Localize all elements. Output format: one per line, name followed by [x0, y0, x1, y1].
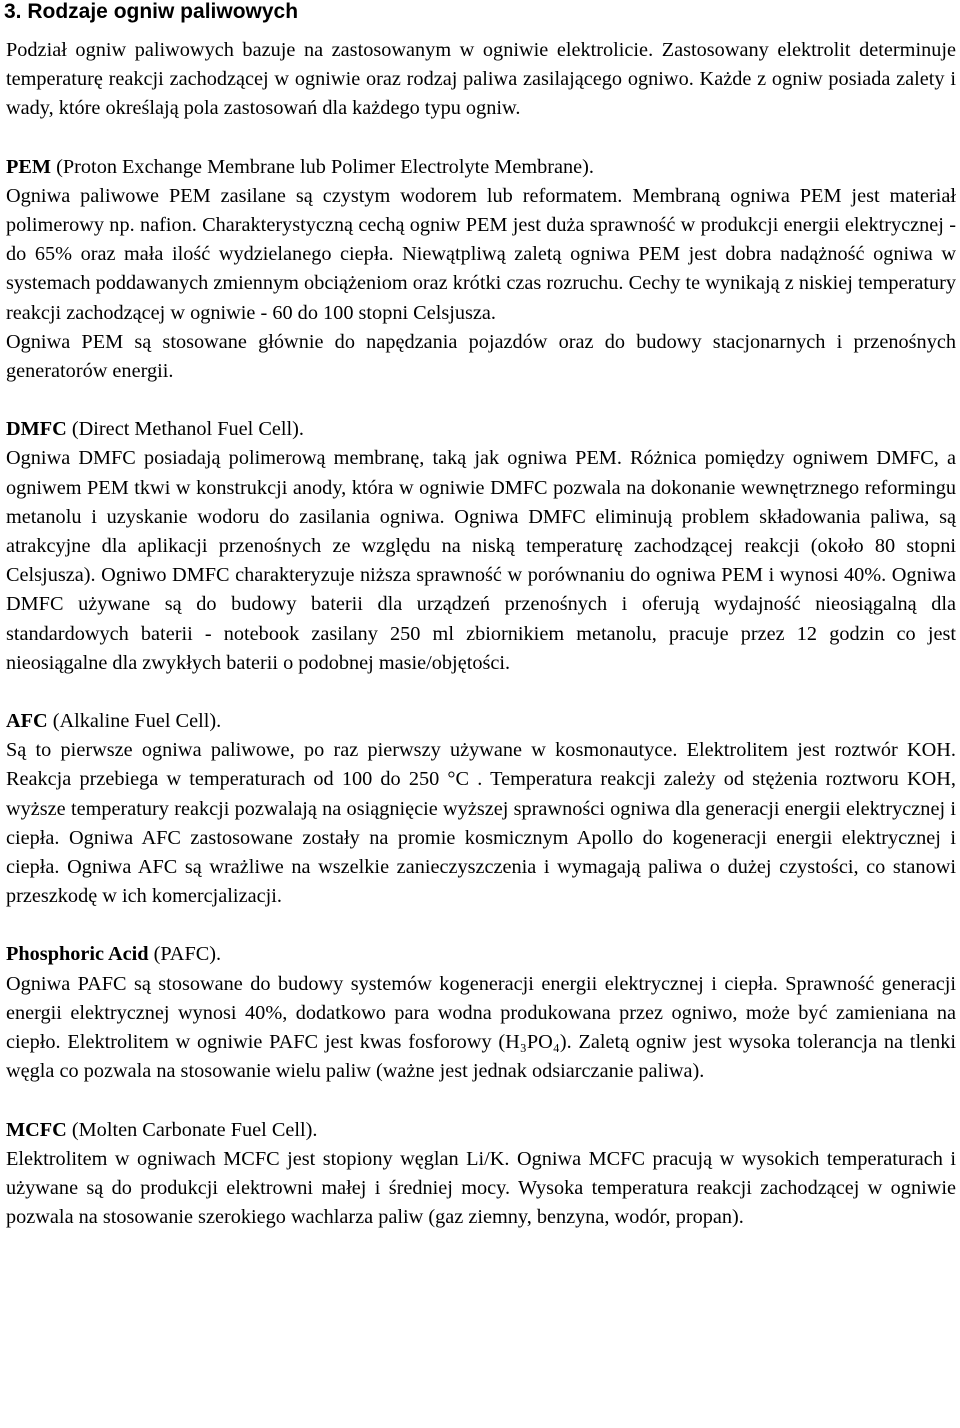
afc-term: AFC — [6, 710, 48, 733]
dmfc-section — [6, 415, 956, 678]
afc-section — [6, 707, 956, 911]
mcfc-paragraph: Elektrolitem w ogniwach MCFC jest stopiony węglan Li/K. Ogniwa MCFC pracują w wysokich temperaturach i używane są do produkcji elektrowni małej i średniej mocy. Wysoka temperatura reakcji zachodzącej w ogniwie pozwala na stosowanie szerokiego wachlarza paliw (gaz ziemny, benzyna, wodór, propan). — [6, 1147, 956, 1229]
afc-title — [6, 707, 956, 736]
dmfc-paragraph: Ogniwa DMFC posiadają polimerową membranę, taką jak ogniwa PEM. Różnica pomiędzy ogniwem DMFC, a ogniwem PEM tkwi w konstrukcji anody, która w ogniwie DMFC pozwala na dokonanie wewnętrznego reformingu metanolu i uzyskanie wodoru do zasilania ogniwa. Ogniwa DMFC eliminują problem składowania paliwa, są atrakcyjne dla aplikacji przenośnych ze względu na niską temperaturę zachodzącej reakcji (około 80 stopni Celsjusza). Ogniwo DMFC charakteryzuje niższa sprawność w porównaniu do ogniwa PEM i wynosi 40%. Ogniwa DMFC używane są do budowy baterii dla urządzeń przenośnych i oferują wydajność nieosiągalną dla standardowych baterii - notebook zasilany 250 ml zbiornikiem metanolu, pracuje przez 12 godzin co jest nieosiągalne dla zwykłych baterii o podobnej masie/objętości. — [6, 447, 956, 674]
mcfc-term-description: (Molten Carbonate Fuel Cell). — [66, 1118, 318, 1141]
pem-term: PEM — [6, 155, 52, 178]
intro-paragraph: Podział ogniw paliwowych bazuje na zastosowanym w ogniwie elektrolicie. Zastosowany elektrolit determinuje temperaturę reakcji zachodzącej w ogniwie oraz rodzaj paliwa zasilającego ogniwo. Każde z ogniw posiada zalety i wady, które określają pola zastosowań dla każdego typu ogniw. — [6, 39, 956, 120]
pafc-paragraph: Ogniwa PAFC są stosowane do budowy systemów kogeneracji energii elektrycznej i ciepła. Sprawność generacji energii elektrycznej wynosi 40%, dodatkowo para wodna produkowana przez ogniwo, może być zamieniana na ciepło. Elektrolitem w ogniwie PAFC jest kwas fosforowy (H₃PO₄). Zaletą ogniw jest wysoka tolerancja na tlenki węgla co pozwala na stosowanie wielu paliw (ważne jest jednak odsiarczanie paliwa). — [6, 972, 956, 1083]
intro-section — [6, 36, 956, 124]
pem-paragraph-1: Ogniwa paliwowe PEM zasilane są czystym wodorem lub reformatem. Membraną ogniwa PEM jest materiał polimerowy np. nafion. Charakterystyczną cechą ogniw PEM jest duża sprawność w produkcji energii elektrycznej - do 65% oraz mała ilość wydzielanego ciepła. Niewątpliwą zaletą ogniwa PEM jest dobra nadążność ogniwa w systemach poddawanych zmiennym obciążeniom oraz krótki czas rozruchu. Cechy te wynikają z niskiej temperatury reakcji zachodzącej w ogniwie - 60 do 100 stopni Celsjusza. — [6, 184, 956, 324]
pem-section — [6, 153, 956, 387]
document-page — [6, 0, 956, 1261]
afc-term-description: (Alkaline Fuel Cell). — [47, 710, 222, 733]
section-heading: 3. Rodzaje ogniw paliwowych — [4, 0, 299, 23]
afc-paragraph: Są to pierwsze ogniwa paliwowe, po raz pierwszy używane w kosmonautyce. Elektrolitem jest roztwór KOH. Reakcja przebiega w temperaturach od 100 do 250 °C . Temperatura reakcji zależy od stężenia roztworu KOH, wyższe temperatury reakcji pozwalają na osiągnięcie wyższej sprawności ogniwa dla generacji energii elektrycznej i ciepła. Ogniwa AFC zastosowane zostały na promie kosmicznym Apollo do kogeneracji energii elektrycznej i ciepła. Ogniwa AFC są wrażliwe na wszelkie zanieczyszczenia i wymagają paliwa o dużej czystości, co stanowi przeszkodę w ich komercjalizacji. — [6, 739, 956, 908]
pem-title — [6, 153, 956, 182]
pafc-term: Phosphoric Acid — [6, 943, 149, 966]
mcfc-title — [6, 1116, 956, 1145]
dmfc-title — [6, 415, 956, 444]
pem-term-description: (Proton Exchange Membrane lub Polimer Electrolyte Membrane). — [51, 155, 594, 178]
mcfc-term: MCFC — [6, 1118, 67, 1141]
pafc-term-description: (PAFC). — [148, 943, 222, 966]
pem-paragraph-2: Ogniwa PEM są stosowane głównie do napędzania pojazdów oraz do budowy stacjonarnych i przenośnych generatorów energii. — [6, 330, 956, 383]
pafc-title — [6, 940, 956, 969]
pafc-section — [6, 940, 956, 1086]
dmfc-term-description: (Direct Methanol Fuel Cell). — [66, 418, 304, 441]
dmfc-term: DMFC — [6, 418, 67, 441]
mcfc-section — [6, 1116, 956, 1233]
